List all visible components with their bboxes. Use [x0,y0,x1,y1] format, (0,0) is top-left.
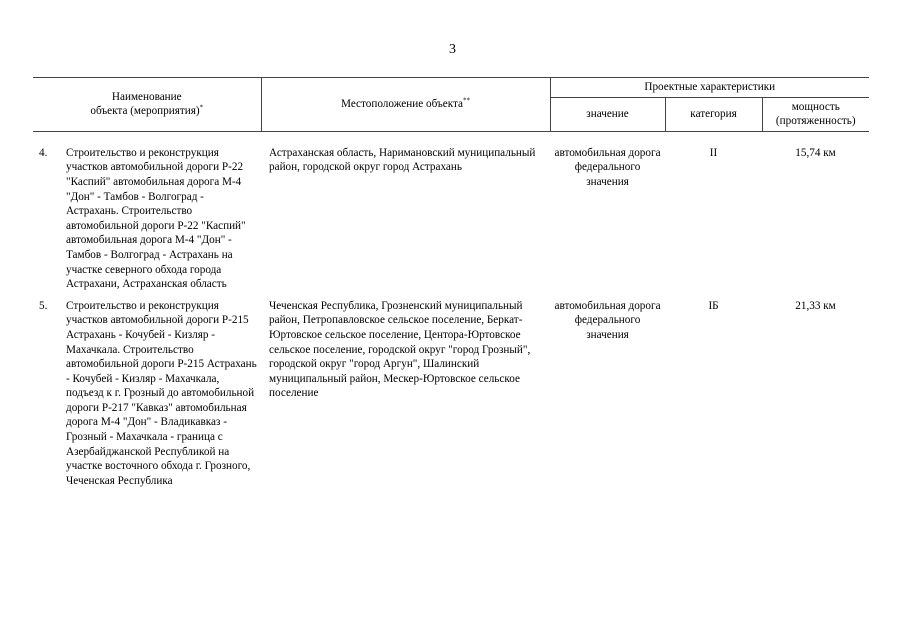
table-header [33,78,869,132]
row-category: IБ [708,299,719,312]
page-number: 3 [449,42,456,57]
row-capacity: 15,74 км [795,146,836,159]
header-value: значение [550,97,665,131]
row-value: автомобильная дорога федерального значения [554,146,661,188]
header-name-line2: объекта (мероприятия) [90,105,200,118]
header-category: категория [665,97,762,131]
header-project-characteristics: Проектные характеристики [550,78,869,98]
header-location [261,78,550,132]
row-capacity: 21,33 км [795,299,836,312]
header-location-footnote-mark: ** [463,96,471,105]
row-number: 5. [39,299,48,312]
header-capacity-line2: (протяженность) [775,115,856,128]
row-number: 4. [39,146,48,159]
objects-table [33,77,869,495]
row-location: Чеченская Республика, Грозненский муниципальный район, Петропавловское сельское поселение, Беркат-Юртовское сельское поселение, Центора-Юртовское сельское поселение, городской округ "город Грозный", городской округ "город Аргун", Шалинский муниципальный район, Мескер-Юртовское сельское поселение [269,299,531,400]
table-row [33,299,869,496]
row-object-name: Строительство и реконструкция участков автомобильной дороги Р-22 "Каспий" автомобильная дорога М-4 "Дон" - Тамбов - Волгоград - Астрахань. Строительство автомобильной дороги Р-22 "Каспий" автомобильная дорога М-4 "Дон" - Тамбов - Волгоград - Астрахань на участке северного обхода города Астрахани, Астраханская область [66,146,246,291]
header-capacity [762,97,869,131]
row-location: Астраханская область, Наримановский муниципальный район, городской округ город Астрахань [269,146,536,174]
table-row [33,146,869,299]
header-name-line1: Наименование [111,90,182,103]
row-category: II [709,146,718,159]
header-capacity-line1: мощность [791,100,840,113]
header-name [33,78,261,132]
header-name-footnote-mark: * [199,103,204,112]
header-location-label: Местоположение объекта [341,98,464,111]
row-value: автомобильная дорога федерального значения [554,299,661,341]
row-object-name: Строительство и реконструкция участков автомобильной дороги Р-215 Астрахань - Кочубей - Кизляр - Махачкала. Строительство автомобильной дороги Р-215 Астрахань - Кочубей - Кизляр - Махачкала, подъезд к г. Грозный до автомобильной дороги Р-217 "Кавказ" автомобильная дорога М-4 "Дон" - Владикавказ - Грозный - Махачкала - граница с Азербайджанской Республикой на участке восточного обхода г. Грозного, Чеченская Республика [66,299,257,487]
